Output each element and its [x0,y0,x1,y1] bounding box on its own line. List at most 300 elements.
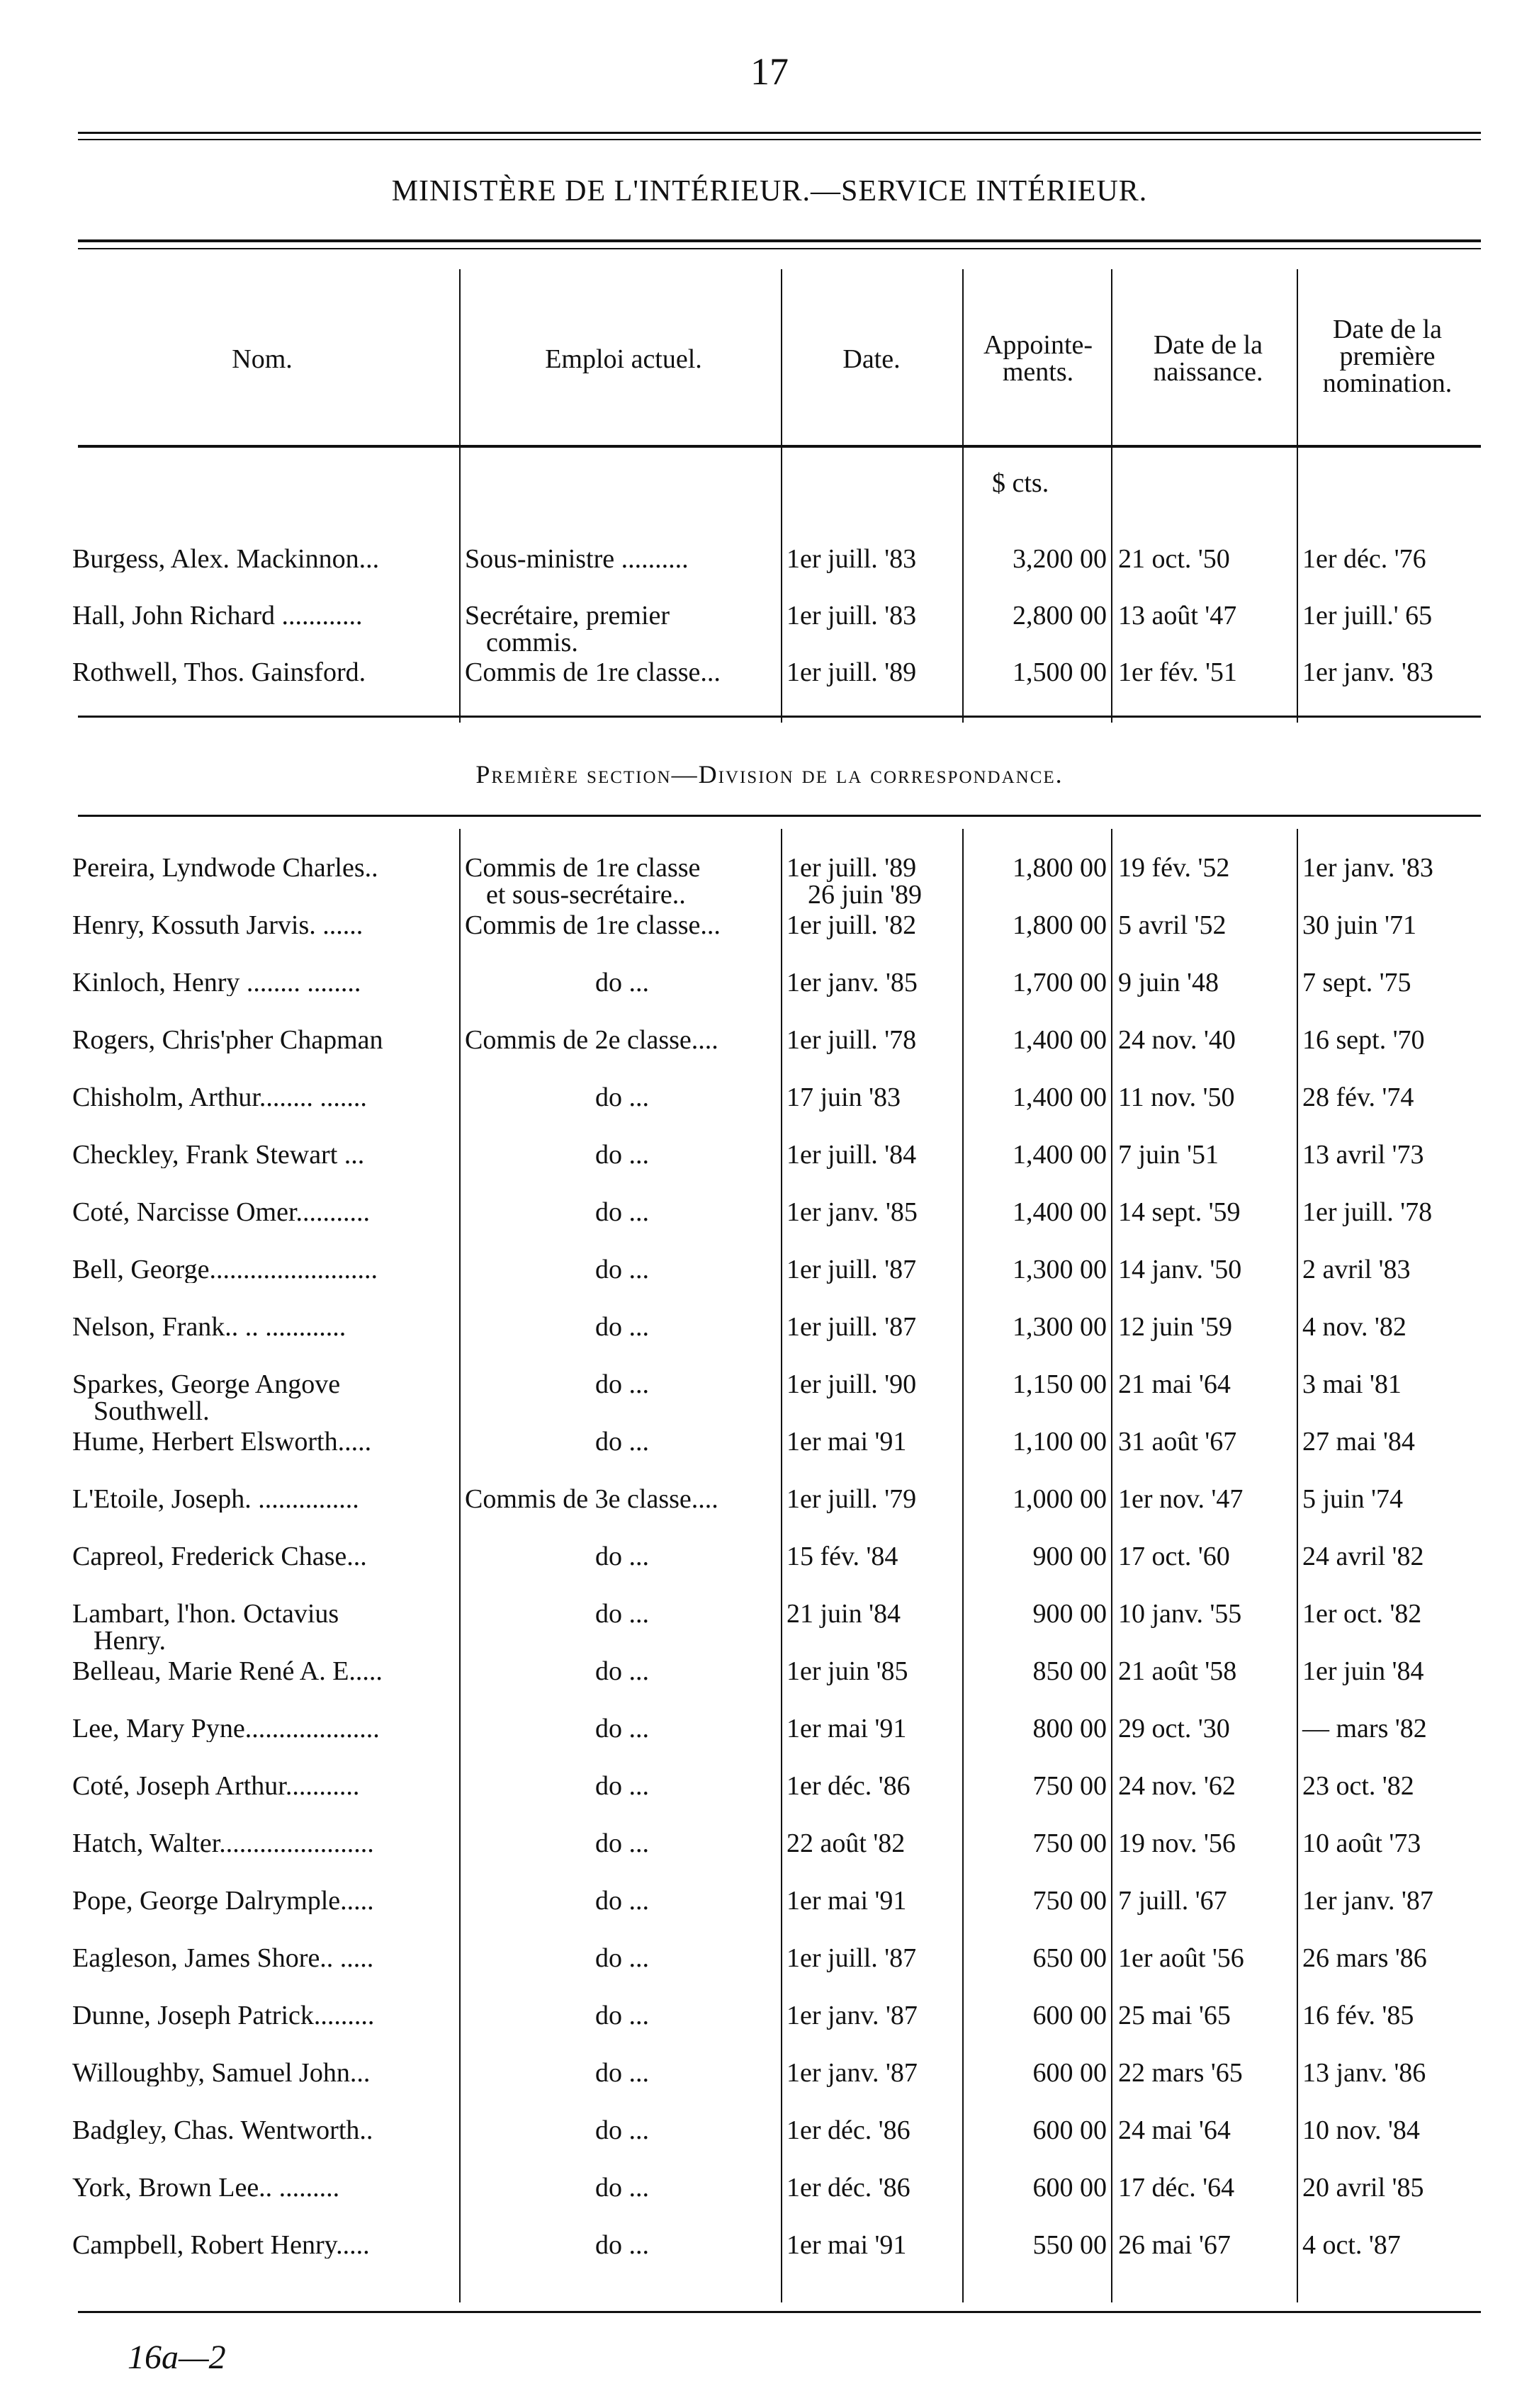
cell-employment [465,969,779,996]
cell-employment-text-line2: et sous-secrétaire.. [486,880,686,908]
cell-first-nomination-text: 10 nov. '84 [1302,2115,1420,2145]
cell-birth [1118,1371,1288,1398]
cell-birth-text: 14 janv. '50 [1118,1255,1242,1284]
cell-name-text: Kinloch, Henry ........ ........ [72,969,361,996]
cell-birth [1118,1543,1288,1570]
cell-date-text: 1er janv. '85 [787,968,918,997]
cell-salary-text: 1,400 00 [1013,1197,1107,1227]
cell-name-text: Nelson, Frank.. .. ............ [72,1313,346,1340]
cell-first-nomination-text: 5 juin '74 [1302,1484,1403,1514]
cell-first-nomination [1302,1428,1472,1455]
cell-date [787,1830,948,1857]
cell-employment-text: Secrétaire, premier [465,602,670,631]
header-salary: Appointe-ments. [983,330,1093,387]
cell-date [787,2002,948,2029]
footer-signature: 16a—2 [128,2339,226,2376]
cell-date-text: 1er juill. '87 [787,1312,917,1342]
cell-birth [1118,659,1288,686]
cell-name-text: Coté, Narcisse Omer........... [72,1199,371,1226]
cell-name [72,1658,455,1685]
cell-salary-text: 600 00 [1032,2115,1107,2145]
cell-name [72,1084,455,1111]
cell-birth [1118,602,1288,629]
cell-name-text: Hatch, Walter....................... [72,1830,374,1857]
cell-date-text: 1er déc. '86 [787,2173,911,2203]
cell-salary-text: 600 00 [1032,2173,1107,2203]
cell-first-nomination-text: 27 mai '84 [1302,1427,1415,1457]
cell-first-nomination-text: 20 avril '85 [1302,2173,1424,2203]
cell-employment-text: do ... [595,1773,649,1799]
cell-salary [961,1256,1107,1283]
cell-name [72,1543,455,1570]
cell-name-text: Checkley, Frank Stewart ... [72,1141,365,1168]
cell-first-nomination [1302,1773,1472,1799]
cell-salary-text: 1,300 00 [1013,1312,1107,1342]
cell-first-nomination [1302,1199,1472,1226]
cell-name-text: Pope, George Dalrymple..... [72,1887,374,1914]
cell-first-nomination-text: 13 avril '73 [1302,1140,1424,1170]
cell-birth-text: 1er nov. '47 [1118,1484,1244,1514]
cell-name [72,1830,455,1857]
cell-birth [1118,969,1288,996]
title-rule [78,239,1481,242]
cell-first-nomination [1302,1830,1472,1857]
cell-salary [961,969,1107,996]
cell-salary-text: 1,800 00 [1013,910,1107,940]
cell-name [72,602,455,629]
cell-birth-text: 1er août '56 [1118,1943,1244,1973]
cell-date-text: 1er mai '91 [787,1427,907,1457]
cell-employment [465,2117,779,2144]
cell-first-nomination [1302,1658,1472,1685]
cell-birth [1118,2232,1288,2259]
table-row [0,1543,1539,1600]
cell-name [72,1600,455,1654]
cell-salary [961,659,1107,686]
cell-date-text: 1er juin '85 [787,1656,908,1686]
cell-salary-text: 2,800 00 [1013,601,1107,631]
table-row [0,1658,1539,1714]
cell-employment [465,1773,779,1799]
cell-first-nomination-text: 7 sept. '75 [1302,968,1411,997]
cell-birth-text: 17 oct. '60 [1118,1542,1230,1571]
cell-date-text: 22 août '82 [787,1828,906,1858]
cell-date-text: 1er juill. '89 [787,853,917,883]
cell-salary [961,1486,1107,1513]
cell-birth-text: 25 mai '65 [1118,2001,1231,2030]
cell-employment [465,1830,779,1857]
cell-employment [465,1199,779,1226]
cell-birth [1118,1600,1288,1627]
cell-date-text: 1er déc. '86 [787,2115,911,2145]
cell-employment [465,912,779,939]
cell-salary-text: 1,400 00 [1013,1025,1107,1055]
cell-name [72,546,455,572]
cell-name-text: Rogers, Chris'pher Chapman [72,1027,383,1053]
cell-employment-text: do ... [595,1428,649,1455]
cell-salary [961,1027,1107,1053]
cell-salary [961,1313,1107,1340]
cell-birth-text: 9 juin '48 [1118,968,1219,997]
cell-birth-text: 26 mai '67 [1118,2230,1231,2260]
table-row [0,854,1539,911]
table-row [0,2232,1539,2288]
cell-date-text: 1er déc. '86 [787,1771,911,1801]
cell-first-nomination [1302,659,1472,686]
cell-name [72,1773,455,1799]
cell-date-text: 1er mai '91 [787,1886,907,1916]
cell-first-nomination [1302,2059,1472,2086]
cell-date [787,1256,948,1283]
cell-first-nomination-text: 1er oct. '82 [1302,1599,1422,1629]
cell-employment-text: Commis de 1re classe... [465,659,721,686]
cell-employment [465,2002,779,2029]
cell-date-text: 15 fév. '84 [787,1542,898,1571]
cell-first-nomination-text: 1er janv. '83 [1302,657,1433,687]
cell-first-nomination-text: 1er juill.' 65 [1302,601,1433,631]
cell-name [72,2059,455,2086]
cell-name-text: Hall, John Richard ............ [72,602,363,629]
cell-employment-text: do ... [595,2002,649,2029]
cell-employment [465,1313,779,1340]
cell-employment-text: do ... [595,1887,649,1914]
cell-name-text: Willoughby, Samuel John... [72,2059,371,2086]
cell-salary [961,1371,1107,1398]
cell-salary-text: 1,500 00 [1013,657,1107,687]
cell-first-nomination [1302,1313,1472,1340]
cell-birth-text: 17 déc. '64 [1118,2173,1235,2203]
cell-birth-text: 14 sept. '59 [1118,1197,1241,1227]
cell-first-nomination [1302,1715,1472,1742]
cell-employment-text-line2: commis. [486,628,578,656]
table-row [0,2002,1539,2059]
cell-birth [1118,1256,1288,1283]
cell-name [72,969,455,996]
table-row [0,1773,1539,1829]
cell-employment-text: do ... [595,1141,649,1168]
cell-employment [465,2059,779,2086]
cell-name [72,1199,455,1226]
page-title: MINISTÈRE DE L'INTÉRIEUR.—SERVICE INTÉRIEUR. [391,175,1148,208]
cell-salary-text: 750 00 [1032,1886,1107,1916]
cell-salary-text: 1,800 00 [1013,853,1107,883]
cell-date-text: 1er juill. '83 [787,601,917,631]
cell-name-text: Capreol, Frederick Chase... [72,1543,367,1570]
cell-date [787,1371,948,1398]
cell-first-nomination-text: 1er juill. '78 [1302,1197,1433,1227]
cell-name-text: Eagleson, James Shore.. ..... [72,1945,374,1972]
cell-first-nomination-text: 2 avril '83 [1302,1255,1411,1284]
cell-date [787,1658,948,1685]
cell-name [72,2002,455,2029]
cell-date [787,1313,948,1340]
cell-first-nomination [1302,2232,1472,2259]
cell-name-text: Burgess, Alex. Mackinnon... [72,546,380,572]
cell-birth-text: 21 mai '64 [1118,1369,1231,1399]
cell-employment-text: Commis de 3e classe.... [465,1486,718,1513]
table-row [0,1428,1539,1485]
cell-name-text: Lambart, l'hon. Octavius [72,1600,339,1629]
cell-employment-text: do ... [595,2059,649,2086]
cell-name [72,1715,455,1742]
cell-first-nomination [1302,912,1472,939]
cell-birth-text: 13 août '47 [1118,601,1237,631]
cell-first-nomination-text: 1er janv. '83 [1302,853,1433,883]
cell-salary [961,912,1107,939]
cell-employment [465,1428,779,1455]
cell-date-text: 1er janv. '87 [787,2001,918,2030]
cell-birth-text: 21 oct. '50 [1118,544,1230,574]
cell-name-text-line2: Henry. [94,1626,166,1654]
table-row [0,1256,1539,1313]
cell-salary [961,2174,1107,2201]
cell-employment-text: do ... [595,1658,649,1685]
cell-employment-text: do ... [595,1830,649,1857]
cell-name-text: Dunne, Joseph Patrick......... [72,2002,375,2029]
cell-date-text: 1er juill. '87 [787,1943,917,1973]
cell-name [72,912,455,939]
cell-employment [465,1371,779,1398]
cell-employment [465,1715,779,1742]
cell-name-text: Lee, Mary Pyne.................... [72,1715,380,1742]
table-row [0,1715,1539,1772]
cell-birth-text: 24 mai '64 [1118,2115,1231,2145]
header-name: Nom. [232,344,293,374]
cell-salary-text: 600 00 [1032,2058,1107,2088]
cell-employment-text: do ... [595,2174,649,2201]
cell-salary-text: 1,300 00 [1013,1255,1107,1284]
cell-salary-text: 750 00 [1032,1771,1107,1801]
cell-birth-text: 22 mars '65 [1118,2058,1243,2088]
table-row [0,1486,1539,1542]
cell-name [72,1428,455,1455]
header-first-nomination: Date de la première nomination. [1322,315,1453,398]
cell-first-nomination-text: 23 oct. '82 [1302,1771,1414,1801]
cell-name-text: Belleau, Marie René A. E..... [72,1658,383,1685]
cell-date-text: 1er juill. '83 [787,544,917,574]
cell-date [787,546,948,572]
cell-birth-text: 12 juin '59 [1118,1312,1232,1342]
cell-first-nomination [1302,1084,1472,1111]
cell-employment-text: do ... [595,1313,649,1340]
cell-date [787,2059,948,2086]
cell-date-text: 1er juill. '84 [787,1140,917,1170]
cell-salary-text: 650 00 [1032,1943,1107,1973]
top-rule-thin [78,139,1481,140]
cell-salary [961,1600,1107,1627]
cell-date [787,2232,948,2259]
cell-employment-text: do ... [595,1715,649,1742]
cell-date [787,1141,948,1168]
cell-date [787,1887,948,1914]
cell-date [787,969,948,996]
table-row [0,1945,1539,2001]
cell-salary-text: 850 00 [1032,1656,1107,1686]
cell-employment [465,1945,779,1972]
cell-birth-text: 19 fév. '52 [1118,853,1230,883]
cell-date-text: 1er juill. '78 [787,1025,917,1055]
cell-date [787,1027,948,1053]
cell-name [72,1371,455,1425]
cell-name-text: Rothwell, Thos. Gainsford. [72,659,366,686]
table-row [0,969,1539,1026]
cell-employment [465,2174,779,2201]
cell-first-nomination-text: 10 août '73 [1302,1828,1421,1858]
cell-date [787,1600,948,1627]
cell-name-text: Coté, Joseph Arthur........... [72,1773,360,1799]
cell-date [787,912,948,939]
bottom-rule [78,2311,1481,2313]
cell-date-text: 1er mai '91 [787,2230,907,2260]
table-row [0,1830,1539,1887]
table-row [0,1141,1539,1198]
cell-birth-text: 24 nov. '62 [1118,1771,1236,1801]
cell-employment [465,2232,779,2259]
cell-date [787,1199,948,1226]
cell-salary-text: 1,700 00 [1013,968,1107,997]
cell-date [787,1486,948,1513]
cell-salary [961,1141,1107,1168]
cell-salary-text: 900 00 [1032,1542,1107,1571]
cell-name-text: Henry, Kossuth Jarvis. ...... [72,912,363,939]
cell-name-text: Bell, George......................... [72,1256,378,1283]
header-birth: Date de la naissance. [1153,330,1263,387]
cell-first-nomination-text: 26 mars '86 [1302,1943,1427,1973]
cell-first-nomination [1302,1543,1472,1570]
cell-date-text: 1er mai '91 [787,1714,907,1743]
cell-name-text: Chisholm, Arthur........ ....... [72,1084,367,1111]
cell-birth-text: 7 juill. '67 [1118,1886,1227,1916]
cell-employment-text: Commis de 1re classe... [465,912,721,939]
cell-first-nomination [1302,2174,1472,2201]
cell-first-nomination-text: 4 oct. '87 [1302,2230,1401,2260]
cell-first-nomination [1302,1141,1472,1168]
cell-salary [961,602,1107,629]
table-row [0,659,1539,716]
cell-first-nomination [1302,1887,1472,1914]
cell-name [72,1887,455,1914]
table-row [0,1027,1539,1083]
cell-employment [465,1084,779,1111]
table-row [0,546,1539,602]
table-row [0,1371,1539,1428]
cell-birth [1118,1199,1288,1226]
cell-date-text: 1er janv. '87 [787,2058,918,2088]
cell-date [787,1773,948,1799]
cell-salary-text: 1,400 00 [1013,1140,1107,1170]
cell-employment [465,1658,779,1685]
cell-name [72,854,455,881]
cell-first-nomination [1302,969,1472,996]
cell-birth [1118,912,1288,939]
currency-label: $ cts. [992,468,1049,498]
cell-birth [1118,1084,1288,1111]
cell-employment [465,1256,779,1283]
cell-birth-text: 7 juin '51 [1118,1140,1219,1170]
cell-name-text: Pereira, Lyndwode Charles.. [72,854,378,881]
cell-employment [465,1600,779,1627]
cell-name [72,2232,455,2259]
section-title: Première section—Division de la correspondance. [475,760,1064,788]
cell-date [787,1428,948,1455]
cell-date [787,1543,948,1570]
cell-name-text: Sparkes, George Angove [72,1371,341,1399]
cell-birth [1118,1027,1288,1053]
cell-employment-text: do ... [595,2232,649,2259]
table-row [0,602,1539,659]
cell-birth [1118,854,1288,881]
cell-birth [1118,1830,1288,1857]
header-employment: Emploi actuel. [545,344,702,374]
cell-birth [1118,1945,1288,1972]
section-rule [78,815,1481,817]
cell-date-text: 1er juill. '82 [787,910,917,940]
cell-name-text: Hume, Herbert Elsworth..... [72,1428,372,1455]
cell-employment [465,659,779,686]
cell-name [72,1945,455,1972]
cell-salary [961,2002,1107,2029]
cell-salary [961,2059,1107,2086]
cell-birth [1118,2059,1288,2086]
cell-date [787,1084,948,1111]
cell-date [787,659,948,686]
table-row [0,1600,1539,1657]
cell-salary [961,1715,1107,1742]
cell-date-text: 1er janv. '85 [787,1197,918,1227]
cell-first-nomination [1302,1371,1472,1398]
cell-salary-text: 550 00 [1032,2230,1107,2260]
cell-name [72,659,455,686]
cell-first-nomination-text: 24 avril '82 [1302,1542,1424,1571]
table-row [0,1199,1539,1255]
cell-name-text: Campbell, Robert Henry..... [72,2232,370,2259]
cell-first-nomination-text: 30 juin '71 [1302,910,1416,940]
top-rule [78,132,1481,134]
cell-name [72,1313,455,1340]
cell-first-nomination-text: 13 janv. '86 [1302,2058,1426,2088]
cell-employment [465,1543,779,1570]
cell-date-text-line2: 26 juin '89 [808,880,922,910]
cell-date-text: 1er juill. '89 [787,657,917,687]
cell-employment-text: do ... [595,1543,649,1570]
cell-employment [465,546,779,572]
cell-first-nomination-text: 3 mai '81 [1302,1369,1402,1399]
cell-employment-text: do ... [595,969,649,996]
cell-birth-text: 5 avril '52 [1118,910,1227,940]
table-row [0,1313,1539,1370]
cell-birth [1118,2002,1288,2029]
cell-birth [1118,1313,1288,1340]
cell-salary-text: 3,200 00 [1013,544,1107,574]
cell-birth [1118,1658,1288,1685]
cell-salary [961,1428,1107,1455]
cell-birth-text: 10 janv. '55 [1118,1599,1242,1629]
cell-employment-text: do ... [595,1945,649,1972]
cell-date-text: 1er juill. '79 [787,1484,917,1514]
cell-first-nomination [1302,1945,1472,1972]
cell-date-text: 1er juill. '87 [787,1255,917,1284]
cell-date-text: 21 juin '84 [787,1599,901,1629]
cell-salary [961,546,1107,572]
cell-first-nomination [1302,546,1472,572]
cell-employment [465,1027,779,1053]
cell-salary-text: 1,100 00 [1013,1427,1107,1457]
cell-first-nomination [1302,1486,1472,1513]
cell-first-nomination-text: 16 sept. '70 [1302,1025,1425,1055]
cell-birth-text: 19 nov. '56 [1118,1828,1236,1858]
cell-name-text: Badgley, Chas. Wentworth.. [72,2117,373,2144]
cell-date [787,2174,948,2201]
